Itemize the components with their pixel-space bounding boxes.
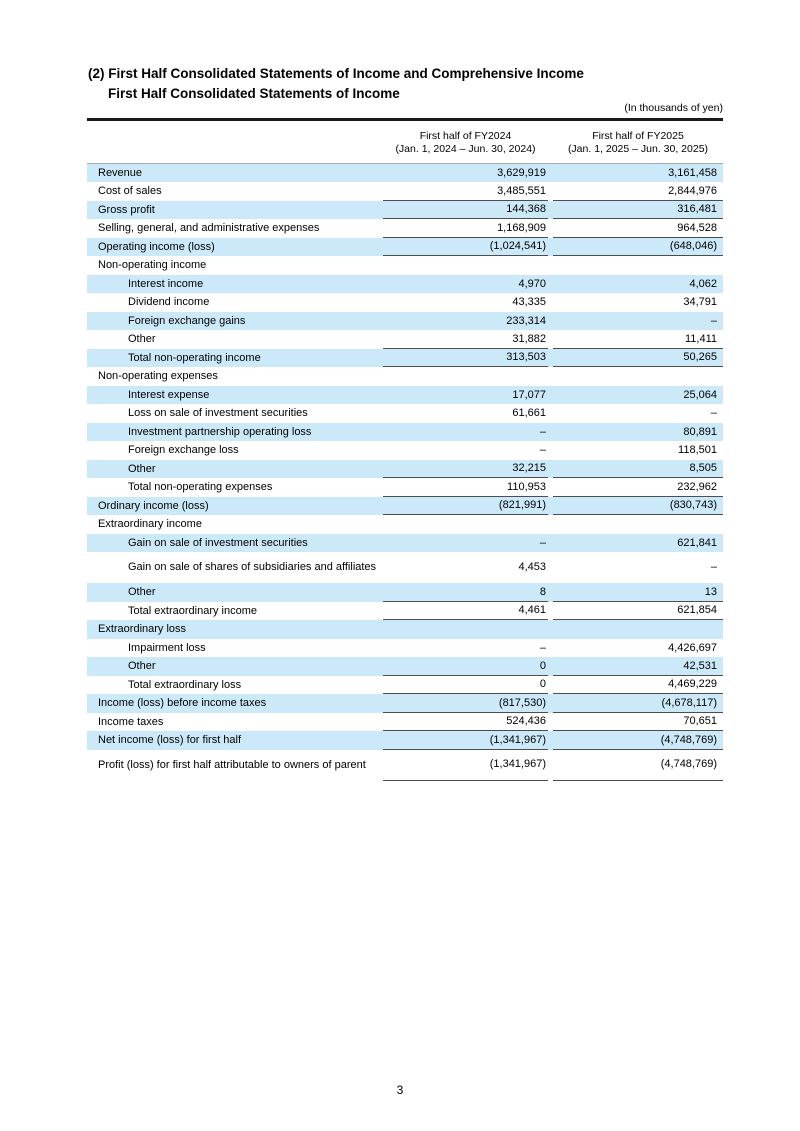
table-row — [87, 731, 723, 750]
value-cell-fy2024: 8 — [383, 583, 548, 602]
page-subtitle: First Half Consolidated Statements of Income — [108, 86, 400, 101]
row-label: Total non-operating income — [128, 351, 261, 364]
value-cell-fy2024: 144,368 — [383, 201, 548, 220]
value-cell-fy2025: 13 — [553, 583, 723, 602]
row-label: Gross profit — [98, 203, 155, 216]
value-cell-fy2024: – — [539, 536, 546, 549]
value-cell-fy2025: 8,505 — [553, 460, 723, 479]
table-row — [87, 583, 723, 602]
value-cell-fy2025: 80,891 — [683, 425, 717, 438]
table-row — [87, 639, 723, 658]
value-cell-fy2025 — [553, 515, 723, 534]
value-cell-fy2024: – — [539, 444, 546, 456]
row-label: Investment partnership operating loss — [128, 425, 312, 438]
row-label: Gain on sale of investment securities — [128, 536, 308, 549]
row-label: Other — [128, 586, 156, 598]
value-cell-fy2024: 43,335 — [512, 296, 546, 308]
header-spacer — [87, 121, 383, 163]
table-row — [87, 620, 723, 639]
row-label: Net income (loss) for first half — [98, 734, 242, 746]
income-statement-table — [87, 118, 723, 781]
value-cell-fy2024: 313,503 — [383, 349, 548, 368]
value-cell-fy2024: 110,953 — [383, 478, 548, 497]
table-row — [87, 423, 723, 442]
value-cell-fy2024: 32,215 — [383, 460, 548, 479]
table-row — [87, 238, 723, 257]
row-label: Extraordinary income — [98, 518, 202, 530]
table-row — [87, 602, 723, 621]
value-cell-fy2024: (1,341,967) — [383, 750, 548, 781]
table-row — [87, 219, 723, 238]
value-cell-fy2024: 0 — [383, 657, 548, 676]
value-cell-fy2024: 4,461 — [383, 602, 548, 621]
unit-note: (In thousands of yen) — [624, 102, 723, 114]
value-cell-fy2025: (830,743) — [553, 497, 723, 516]
column-header-fy2024 — [383, 121, 548, 163]
table-row — [87, 293, 723, 312]
table-row — [87, 182, 723, 201]
value-cell-fy2024: – — [539, 425, 546, 438]
value-cell-fy2025: 70,651 — [553, 713, 723, 732]
value-cell-fy2025: 4,426,697 — [668, 641, 717, 654]
table-row — [87, 552, 723, 583]
row-label: Interest income — [128, 277, 204, 290]
row-label: Operating income (loss) — [98, 240, 215, 253]
row-label: Total extraordinary income — [128, 604, 258, 617]
row-label: Extraordinary loss — [98, 623, 187, 635]
value-cell-fy2025: 42,531 — [553, 657, 723, 676]
table-row — [87, 256, 723, 275]
value-cell-fy2024: – — [539, 641, 546, 654]
value-cell-fy2025: – — [710, 407, 717, 419]
value-cell-fy2025: 118,501 — [678, 444, 717, 456]
table-row — [87, 713, 723, 732]
row-label: Other — [128, 462, 156, 475]
value-cell-fy2024: (1,024,541) — [383, 238, 548, 257]
row-label: Foreign exchange gains — [128, 314, 246, 327]
row-label: Profit (loss) for first half attributable to owners of parent — [98, 758, 366, 771]
column-header-fy2024-period: (Jan. 1, 2024 – Jun. 30, 2024) — [395, 142, 536, 155]
table-row — [87, 275, 723, 294]
value-cell-fy2025: 2,844,976 — [553, 182, 723, 201]
table-row — [87, 404, 723, 423]
value-cell-fy2025: 316,481 — [553, 201, 723, 220]
table-row — [87, 312, 723, 331]
value-cell-fy2025: – — [710, 314, 717, 327]
value-cell-fy2024: (1,341,967) — [383, 731, 548, 750]
value-cell-fy2025: 3,161,458 — [668, 166, 717, 179]
table-row — [87, 750, 723, 781]
row-label: Foreign exchange loss — [128, 444, 239, 456]
column-header-fy2024-title: First half of FY2024 — [419, 129, 512, 142]
value-cell-fy2025: 34,791 — [683, 296, 717, 308]
row-label: Ordinary income (loss) — [98, 499, 209, 512]
table-row — [87, 657, 723, 676]
value-cell-fy2025: (4,748,769) — [553, 731, 723, 750]
page-title: (2) First Half Consolidated Statements of Income and Comprehensive Income — [88, 66, 584, 81]
value-cell-fy2025: 4,062 — [689, 277, 717, 290]
table-row — [87, 676, 723, 695]
value-cell-fy2024: 0 — [383, 676, 548, 695]
row-label: Total extraordinary loss — [128, 678, 242, 691]
value-cell-fy2025 — [553, 367, 723, 386]
value-cell-fy2024 — [383, 620, 548, 639]
table-row — [87, 478, 723, 497]
table-row — [87, 460, 723, 479]
value-cell-fy2024: (821,991) — [383, 497, 548, 516]
value-cell-fy2024: 3,485,551 — [383, 182, 548, 201]
value-cell-fy2025: 621,854 — [553, 602, 723, 621]
table-row — [87, 534, 723, 553]
value-cell-fy2024 — [383, 367, 548, 386]
row-label: Loss on sale of investment securities — [128, 407, 308, 419]
table-row — [87, 497, 723, 516]
value-cell-fy2025: 50,265 — [553, 349, 723, 368]
value-cell-fy2024: 31,882 — [383, 330, 548, 349]
row-label: Gain on sale of shares of subsidiaries and affiliates — [128, 561, 377, 574]
row-label: Cost of sales — [98, 185, 162, 197]
row-label: Income taxes — [98, 715, 164, 728]
table-row — [87, 367, 723, 386]
table-row — [87, 515, 723, 534]
value-cell-fy2025: (4,748,769) — [553, 750, 723, 781]
table-row — [87, 201, 723, 220]
table-header-row — [87, 121, 723, 164]
row-label: Interest expense — [128, 388, 210, 401]
row-label: Selling, general, and administrative expenses — [98, 222, 320, 234]
column-header-fy2025-title: First half of FY2025 — [592, 129, 684, 142]
row-label: Non-operating income — [98, 259, 207, 271]
value-cell-fy2025: 232,962 — [553, 478, 723, 497]
row-label: Revenue — [98, 166, 143, 179]
value-cell-fy2025: 621,841 — [677, 536, 717, 549]
value-cell-fy2025: (648,046) — [553, 238, 723, 257]
row-label: Dividend income — [128, 296, 210, 308]
value-cell-fy2025: 11,411 — [553, 330, 723, 349]
value-cell-fy2024: 3,629,919 — [497, 166, 546, 179]
income-table-body — [87, 164, 723, 781]
value-cell-fy2024: 524,436 — [383, 713, 548, 732]
table-row — [87, 349, 723, 368]
value-cell-fy2025: 25,064 — [683, 388, 717, 401]
value-cell-fy2024: 4,453 — [518, 561, 546, 574]
value-cell-fy2024: 4,970 — [518, 277, 546, 290]
row-label: Non-operating expenses — [98, 370, 218, 382]
value-cell-fy2024: 17,077 — [512, 388, 546, 401]
table-row — [87, 694, 723, 713]
value-cell-fy2024 — [383, 515, 548, 534]
value-cell-fy2025 — [553, 620, 723, 639]
row-label: Total non-operating expenses — [128, 481, 273, 493]
table-row — [87, 164, 723, 183]
table-row — [87, 330, 723, 349]
row-label: Other — [128, 333, 156, 345]
value-cell-fy2025: (4,678,117) — [553, 694, 723, 713]
value-cell-fy2024: 61,661 — [512, 407, 546, 419]
page-number: 3 — [396, 1083, 404, 1097]
value-cell-fy2024 — [383, 256, 548, 275]
table-row — [87, 386, 723, 405]
value-cell-fy2024: 233,314 — [506, 314, 546, 327]
value-cell-fy2025: – — [710, 561, 717, 574]
column-header-fy2025 — [553, 121, 723, 163]
column-header-fy2025-period: (Jan. 1, 2025 – Jun. 30, 2025) — [567, 142, 709, 155]
value-cell-fy2024: 1,168,909 — [383, 219, 548, 238]
value-cell-fy2024: (817,530) — [383, 694, 548, 713]
table-row — [87, 441, 723, 460]
value-cell-fy2025: 964,528 — [553, 219, 723, 238]
row-label: Impairment loss — [128, 641, 206, 654]
value-cell-fy2025: 4,469,229 — [553, 676, 723, 695]
row-label: Other — [128, 660, 156, 672]
value-cell-fy2025 — [553, 256, 723, 275]
row-label: Income (loss) before income taxes — [98, 697, 267, 709]
